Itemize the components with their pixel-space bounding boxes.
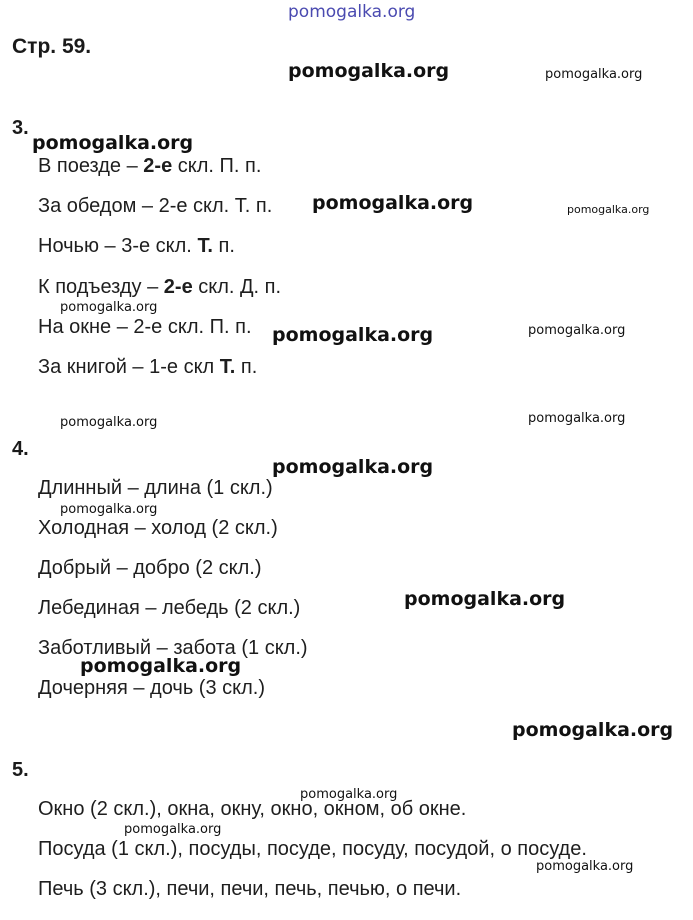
exercise-4-line-4: Лебединая – лебедь (2 скл.) — [38, 597, 301, 619]
exercise-4-line-5: Заботливый – забота (1 скл.) — [38, 637, 308, 659]
watermark: pomogalka.org — [124, 822, 222, 837]
exercise-3-line-5: На окне – 2-е скл. П. п. — [38, 316, 252, 338]
watermark: pomogalka.org — [300, 787, 398, 802]
exercise-5-line-3: Печь (3 скл.), печи, печи, печь, печью, о печи. — [38, 878, 462, 900]
watermark: pomogalka.org — [80, 655, 242, 677]
watermark: pomogalka.org — [272, 324, 434, 346]
exercise-5-number: 5. — [12, 759, 29, 781]
watermark: pomogalka.org — [567, 203, 650, 216]
exercise-4-line-6: Дочерняя – дочь (3 скл.) — [38, 677, 266, 699]
watermark: pomogalka.org — [32, 132, 194, 154]
watermark: pomogalka.org — [60, 415, 158, 430]
watermark: pomogalka.org — [288, 60, 450, 82]
watermark: pomogalka.org — [60, 502, 158, 517]
exercise-4-number: 4. — [12, 438, 29, 460]
watermark: pomogalka.org — [404, 588, 566, 610]
exercise-4-line-2: Холодная – холод (2 скл.) — [38, 517, 278, 539]
watermark: pomogalka.org — [536, 859, 634, 874]
exercise-4-line-3: Добрый – добро (2 скл.) — [38, 557, 262, 579]
exercise-4-line-1: Длинный – длина (1 скл.) — [38, 477, 273, 499]
watermark: pomogalka.org — [545, 67, 643, 82]
exercise-3-line-2: За обедом – 2-е скл. Т. п. — [38, 195, 273, 217]
watermark: pomogalka.org — [512, 719, 674, 741]
exercise-3-line-4: К подъезду – 2-е скл. Д. п. — [38, 276, 282, 298]
exercise-3-number: 3. — [12, 117, 29, 139]
exercise-3-line-3: Ночью – 3-е скл. Т. п. — [38, 235, 235, 257]
watermark: pomogalka.org — [272, 456, 434, 478]
header-watermark: pomogalka.org — [288, 2, 416, 22]
page-label: Стр. 59. — [12, 35, 92, 58]
watermark: pomogalka.org — [312, 192, 474, 214]
watermark: pomogalka.org — [528, 323, 626, 338]
exercise-3-line-6: За книгой – 1-е скл Т. п. — [38, 356, 258, 378]
exercise-5-line-1: Окно (2 скл.), окна, окну, окно, окном, об окне. — [38, 798, 467, 820]
exercise-5-line-2: Посуда (1 скл.), посуды, посуде, посуду, посудой, о посуде. — [38, 838, 587, 860]
exercise-3-line-1: В поезде – 2-е скл. П. п. — [38, 155, 262, 177]
watermark: pomogalka.org — [60, 300, 158, 315]
watermark: pomogalka.org — [528, 411, 626, 426]
